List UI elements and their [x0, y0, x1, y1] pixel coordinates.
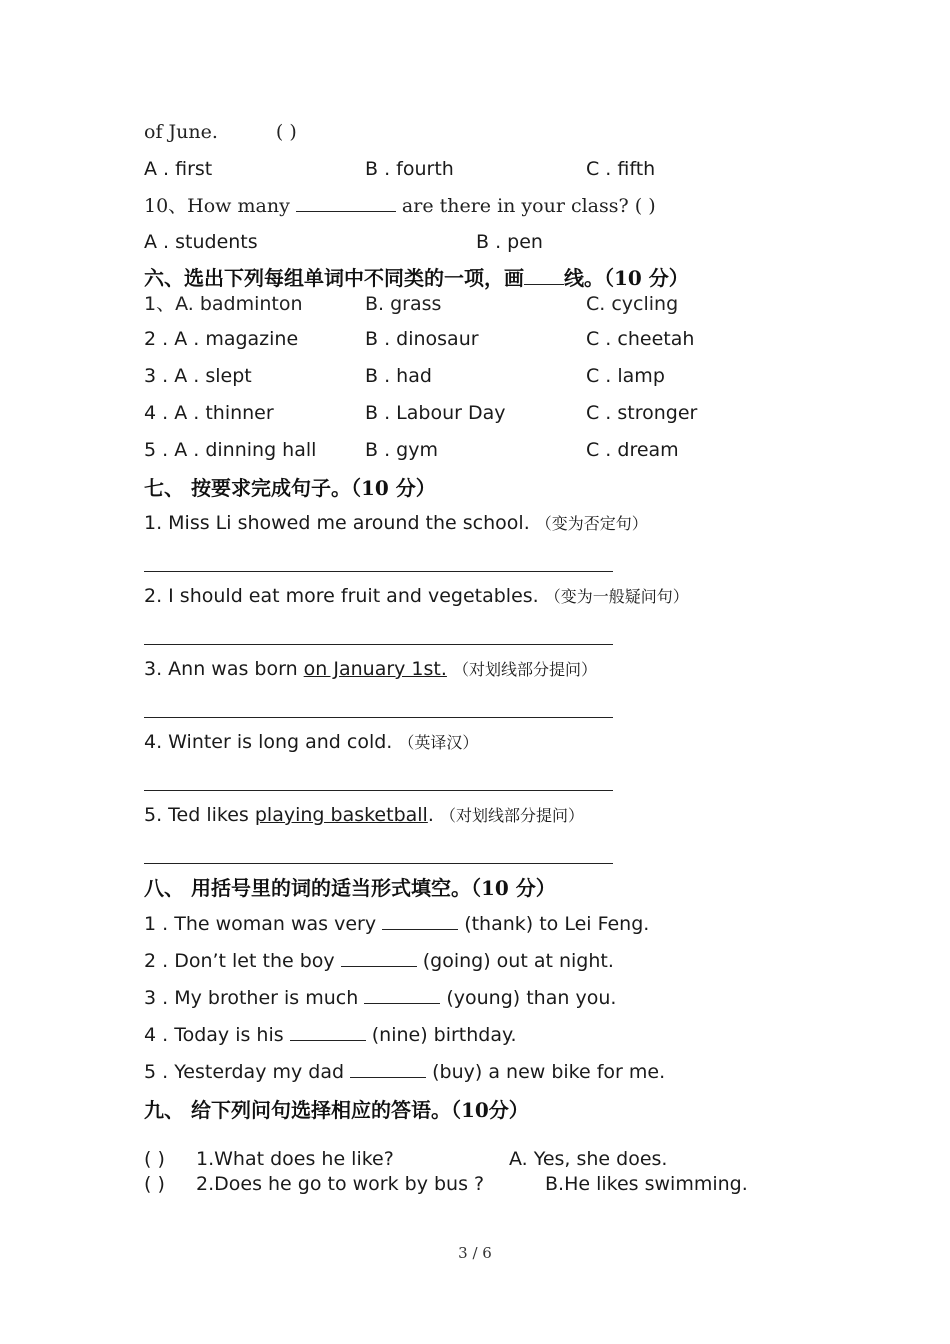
q9-option-b: B . fourth — [365, 158, 454, 180]
page-number: 3 / 6 — [458, 1244, 492, 1262]
q10-prefix: 10、How many — [144, 195, 290, 217]
s8-item1-hint: (thank) to Lei Feng. — [464, 913, 650, 935]
s8-item3 — [144, 986, 616, 1010]
section7-heading: 七、 按要求完成句子。（10 分） — [144, 476, 436, 500]
s7-item3-text: 3. Ann was born — [144, 658, 304, 680]
section6-heading-blank — [524, 284, 564, 285]
q9-option-a: A . first — [144, 158, 213, 180]
s6-row1-b: B. grass — [365, 293, 442, 315]
s8-item3-blank — [364, 1003, 440, 1004]
s8-item2-hint: (going) out at night. — [422, 950, 614, 972]
s8-item4 — [144, 1023, 517, 1047]
q10-option-b: B . pen — [476, 231, 543, 253]
s6-row3-a: 3 . A . slept — [144, 365, 252, 387]
s8-item2-blank — [341, 966, 417, 967]
s9-item2-answer: B.He likes swimming. — [545, 1173, 748, 1195]
s6-row2-c: C . cheetah — [586, 328, 695, 350]
s8-item5-text: 5 . Yesterday my dad — [144, 1061, 345, 1083]
q9-option-c: C . fifth — [586, 158, 656, 180]
q10-option-a: A . students — [144, 231, 258, 253]
s8-item1 — [144, 912, 649, 936]
section6-heading-points: 线。（10 分） — [564, 266, 689, 290]
s8-item5 — [144, 1060, 665, 1084]
s6-row3-c: C . lamp — [586, 365, 665, 387]
s6-row5-c: C . dream — [586, 439, 679, 461]
s8-item4-blank — [290, 1040, 366, 1041]
s7-answer-line-3 — [144, 717, 613, 718]
s8-item5-blank — [350, 1077, 426, 1078]
s7-item2 — [144, 584, 689, 609]
s6-row5-a: 5 . A . dinning hall — [144, 439, 317, 461]
s7-item4 — [144, 730, 478, 755]
s7-item3-underlined: on January 1st. — [303, 658, 447, 680]
q10-answer-paren: ( ) — [634, 195, 656, 217]
s6-row4-c: C . stronger — [586, 402, 698, 424]
s7-item2-note: （变为一般疑问句） — [544, 587, 689, 606]
s7-item5-text: 5. Ted likes — [144, 804, 255, 826]
s7-item1 — [144, 511, 648, 536]
q10-line — [144, 194, 656, 218]
s8-item3-text: 3 . My brother is much — [144, 987, 359, 1009]
q9-answer-paren: ( ) — [275, 121, 297, 143]
section6-heading-text: 六、选出下列每组单词中不同类的一项，画 — [144, 266, 524, 290]
q10-blank — [296, 211, 396, 212]
s9-item1-paren: ( ) — [144, 1148, 165, 1170]
q9-tail-line — [144, 120, 297, 144]
s8-item1-text: 1 . The woman was very — [144, 913, 377, 935]
s8-item1-blank — [382, 929, 458, 930]
s7-item3-note: （对划线部分提问） — [452, 660, 597, 679]
s8-item4-text: 4 . Today is his — [144, 1024, 284, 1046]
s6-row1-c: C. cycling — [586, 293, 679, 315]
s7-item4-text: 4. Winter is long and cold. — [144, 731, 393, 753]
s9-item2-question: 2.Does he go to work by bus ? — [196, 1173, 485, 1195]
s6-row3-b: B . had — [365, 365, 432, 387]
s8-item3-hint: (young) than you. — [446, 987, 617, 1009]
s9-item1-question: 1.What does he like? — [196, 1148, 394, 1170]
s7-item2-text: 2. I should eat more fruit and vegetables. — [144, 585, 539, 607]
q9-tail-text: of June. — [144, 121, 218, 143]
s6-row1-a: 1、A. badminton — [144, 293, 303, 315]
s9-item2-paren: ( ) — [144, 1173, 165, 1195]
s7-answer-line-4 — [144, 790, 613, 791]
s7-item5-underlined: playing basketball — [254, 804, 428, 826]
s7-answer-line-1 — [144, 571, 613, 572]
s9-item1-answer: A. Yes, she does. — [509, 1148, 668, 1170]
s7-answer-line-2 — [144, 644, 613, 645]
s7-item4-note: （英译汉） — [398, 733, 479, 752]
s7-item5 — [144, 803, 584, 828]
s8-item2 — [144, 949, 614, 973]
s7-item3 — [144, 657, 597, 682]
s7-item1-note: （变为否定句） — [535, 514, 648, 533]
section8-heading: 八、 用括号里的词的适当形式填空。（10 分） — [144, 876, 556, 900]
s6-row4-a: 4 . A . thinner — [144, 402, 274, 424]
s8-item4-hint: (nine) birthday. — [371, 1024, 517, 1046]
s7-item1-text: 1. Miss Li showed me around the school. — [144, 512, 530, 534]
s7-item5-note: （对划线部分提问） — [439, 806, 584, 825]
s8-item2-text: 2 . Don’t let the boy — [144, 950, 335, 972]
s6-row2-a: 2 . A . magazine — [144, 328, 299, 350]
s6-row4-b: B . Labour Day — [365, 402, 506, 424]
s7-item5-period: . — [427, 804, 434, 826]
q10-suffix: are there in your class? — [401, 195, 629, 217]
section6-heading — [144, 265, 689, 291]
s6-row5-b: B . gym — [365, 439, 438, 461]
s7-answer-line-5 — [144, 863, 613, 864]
s8-item5-hint: (buy) a new bike for me. — [432, 1061, 666, 1083]
section9-heading: 九、 给下列问句选择相应的答语。（10分） — [144, 1098, 529, 1122]
s6-row2-b: B . dinosaur — [365, 328, 479, 350]
